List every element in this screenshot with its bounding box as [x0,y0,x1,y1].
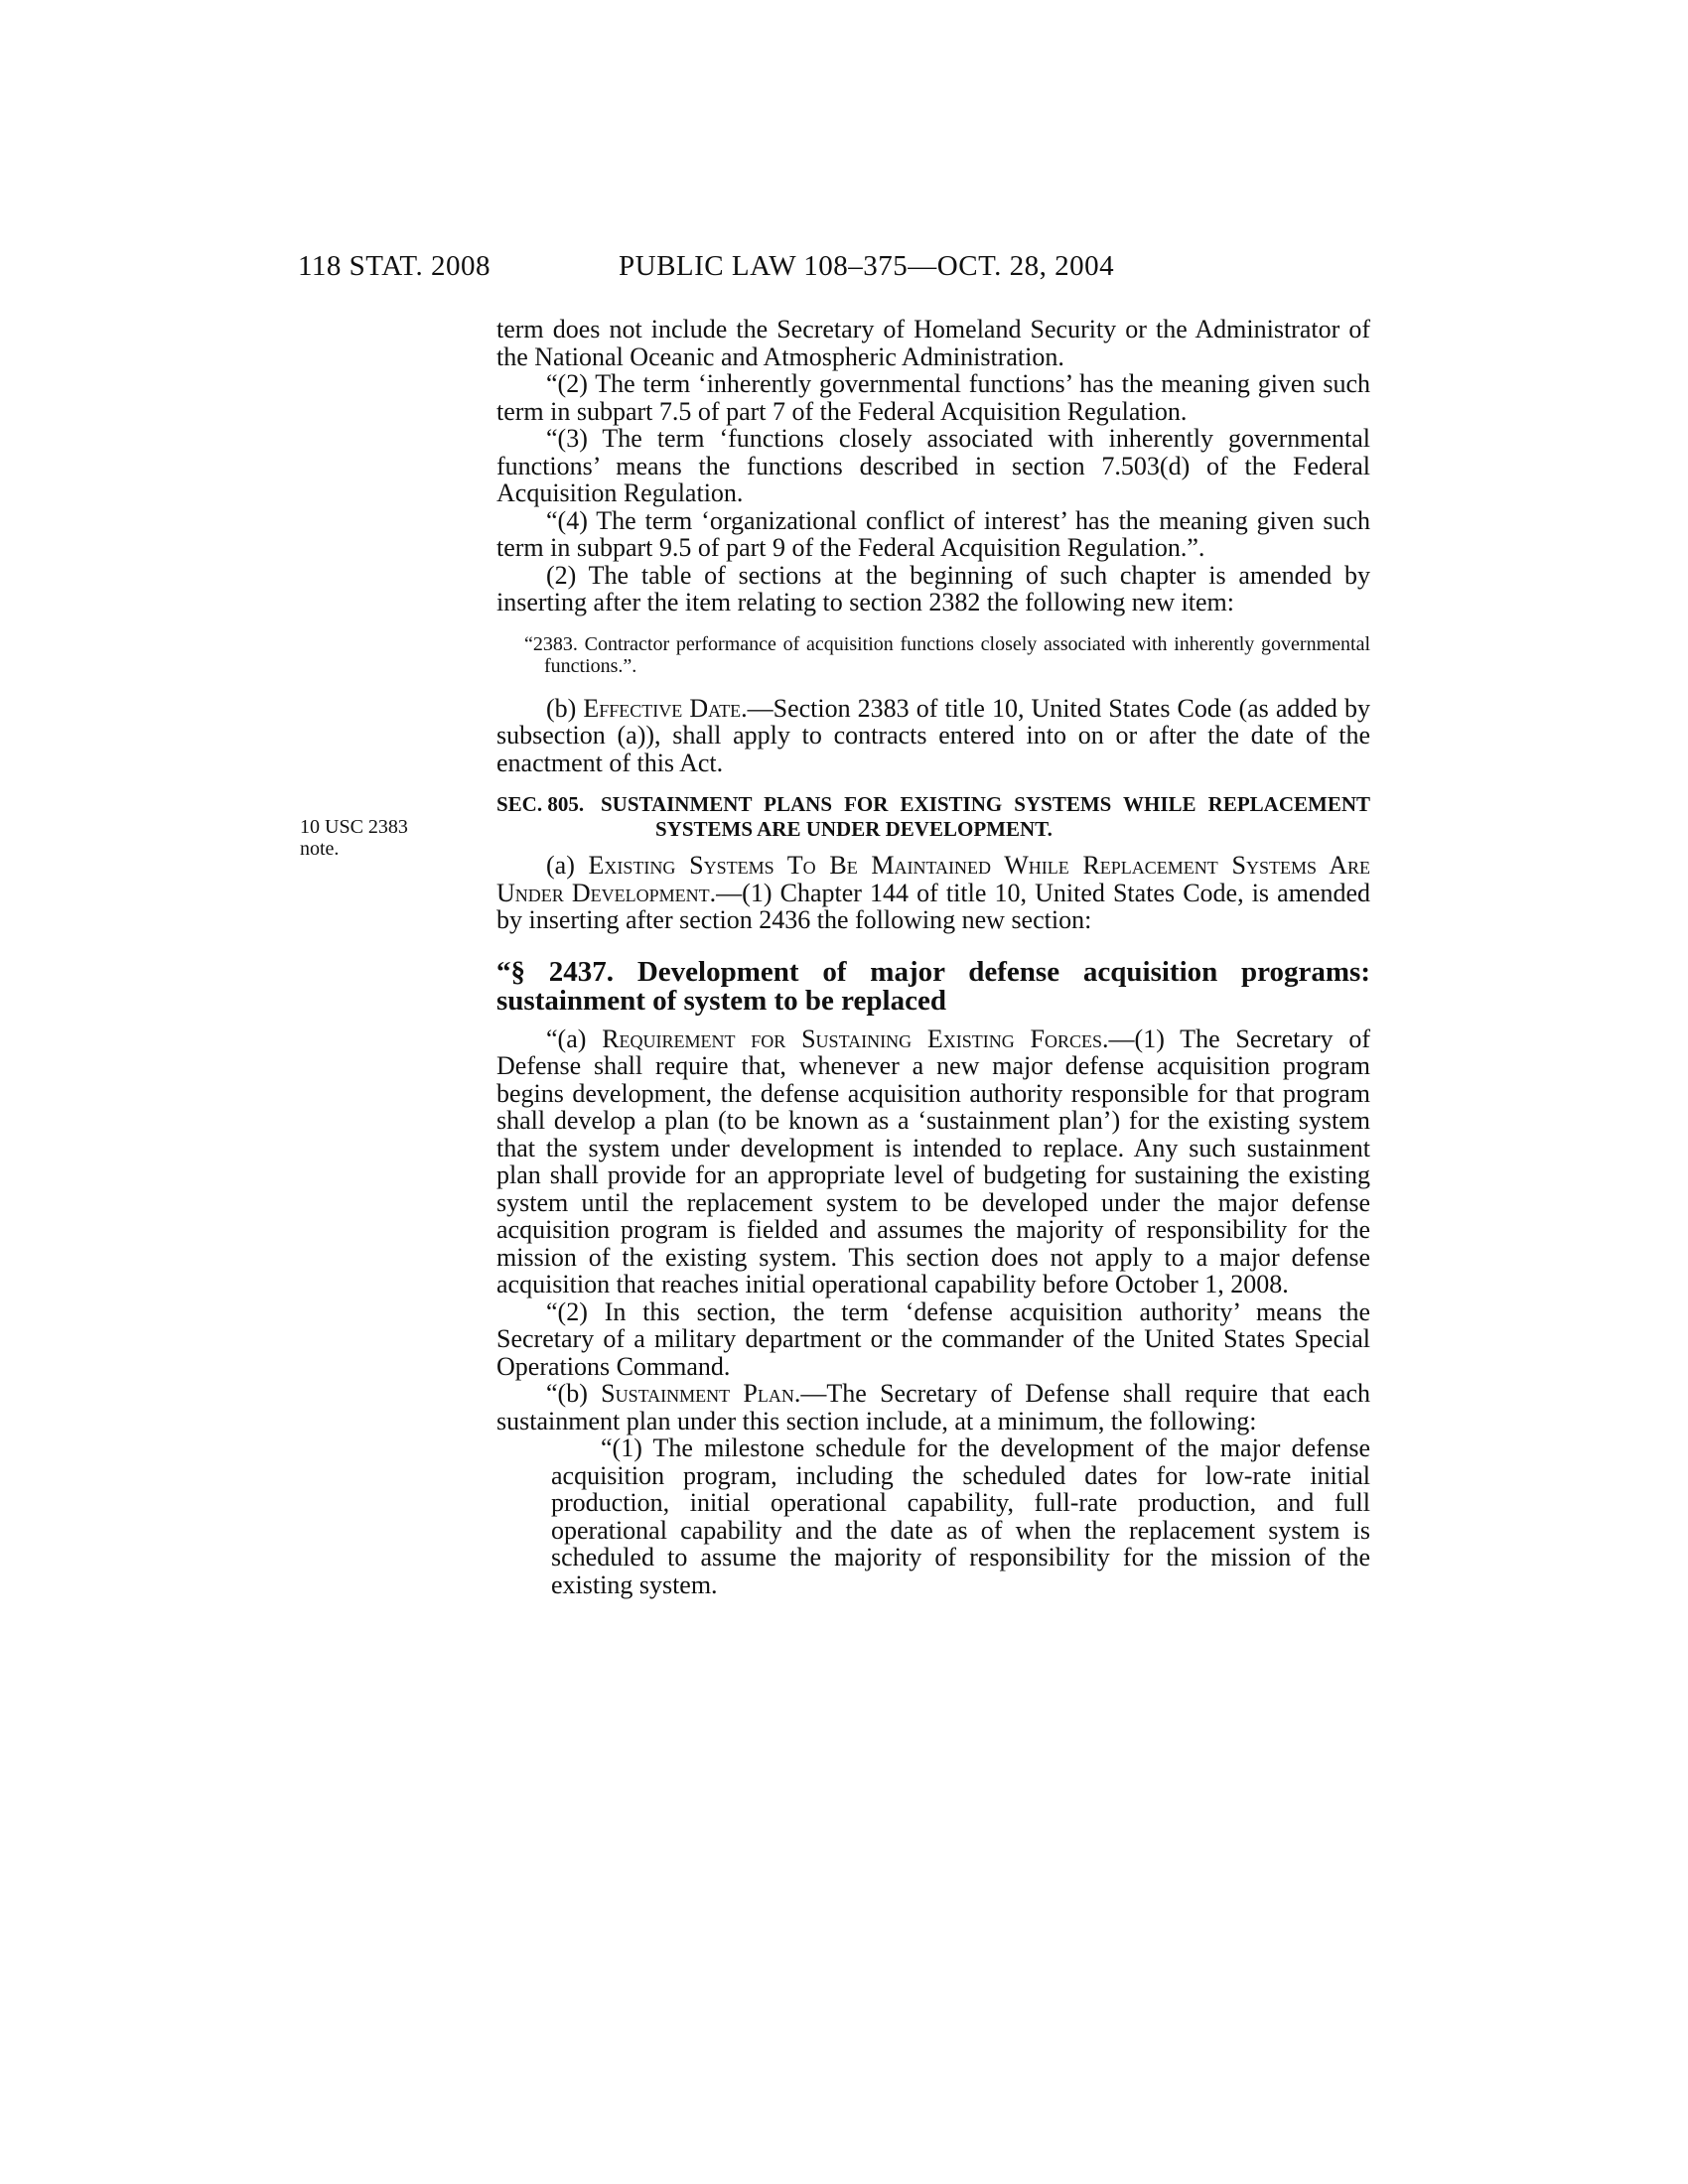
definition-2: “(2) The term ‘inherently governmental functions’ has the meaning given such term in subpart 7.5 of part 7 of the Federal Acquisition Regulation. [496,369,1370,426]
new-subsection-a [496,1025,1370,1298]
new-subsection-a-2: “(2) In this section, the term ‘defense acquisition authority’ means the Secretary of a military department or the commander of the United States Special Operations Command. [496,1297,1370,1381]
section-number: SEC. 805. [496,792,585,816]
table-of-sections-item: “2383. Contractor performance of acquisition functions closely associated with inherently governmental functions.”. [524,632,1370,677]
margin-note-suffix: note. [300,838,340,860]
subsection-heading: Effective Date [583,693,742,723]
definition-4: “(4) The term ‘organizational conflict of interest’ has the meaning given such term in subpart 9.5 of part 9 of the Federal Acquisition Regulation.”. [496,505,1370,562]
subsection-text: .—(1) Chapter 144 of title 10, United States Code, is amended by inserting after section 2436 the following new section: [496,878,1371,934]
subsection-b-effective-date [496,695,1370,777]
amendment-paragraph-2: (2) The table of sections at the beginning of such chapter is amended by inserting after the item relating to section 2382 the following new item: [496,560,1370,616]
subsection-heading: Existing Systems To Be Maintained While Replacement Systems Are Under Development [496,851,1370,907]
subsection-heading: Sustainment Plan [601,1379,794,1408]
definition-3: “(3) The term ‘functions closely associated with inherently governmental functions’ means the functions described in section 7.503(d) of the Federal Acquisition Regulation. [496,424,1370,507]
subsection-label: (b) [546,693,584,723]
margin-note-citation: 10 USC 2383 [300,816,408,838]
subsection-heading: Requirement for Sustaining Existing Forces [602,1024,1103,1053]
subsection-a [496,852,1370,934]
subsection-label: “(b) [546,1379,602,1408]
paragraph-continuation: term does not include the Secretary of Homeland Security or the Administrator of the National Oceanic and Atmospheric Administration. [496,315,1370,371]
running-header: PUBLIC LAW 108–375—OCT. 28, 2004 [619,250,1115,282]
page-number: 118 STAT. 2008 [298,250,491,282]
margin-note [300,816,449,860]
new-section-heading: “§ 2437. Development of major defense acquisition programs: sustainment of system to be replaced [496,955,1370,1017]
subsection-text: .—(1) The Secretary of Defense shall require that, whenever a new major defense acquisition program begins development, the defense acquisition authority responsible for that program shall develop a plan (to be known as a ‘sustainment plan’) for the existing system that the system under development is intended to replace. Any such sustainment plan shall provide for an appropriate level of budgeting for sustaining the existing system until the replacement system to be developed under the major defense acquisition program is fielded and assumes the majority of responsibility for the mission of the existing system. This section does not apply to a major defense acquisition that reaches initial operational capability before October 1, 2008. [496,1024,1370,1298]
subsection-label: (a) [546,851,589,880]
section-title: SUSTAINMENT PLANS FOR EXISTING SYSTEMS WHILE REPLACEMENT SYSTEMS ARE UNDER DEVELOPMENT. [601,792,1370,841]
new-subsection-b [496,1380,1370,1434]
subsection-label: “(a) [546,1024,603,1053]
new-subsection-b-1: “(1) The milestone schedule for the development of the major defense acquisition program, including the scheduled dates for low-rate initial production, initial operational capability, full-rate production, and full operational capability and the date as of when the replacement system is scheduled to assume the majority of responsibility for the mission of the existing system. [551,1433,1370,1599]
section-heading [496,792,1370,842]
subsection-text: .—Section 2383 of title 10, United States Code (as added by subsection (a)), shall apply to contracts entered into on or after the date of the enactment of this Act. [496,693,1370,777]
body-text [496,316,1370,1598]
subsection-text: .—The Secretary of Defense shall require that each sustainment plan under this section include, at a minimum, the following: [496,1379,1371,1435]
